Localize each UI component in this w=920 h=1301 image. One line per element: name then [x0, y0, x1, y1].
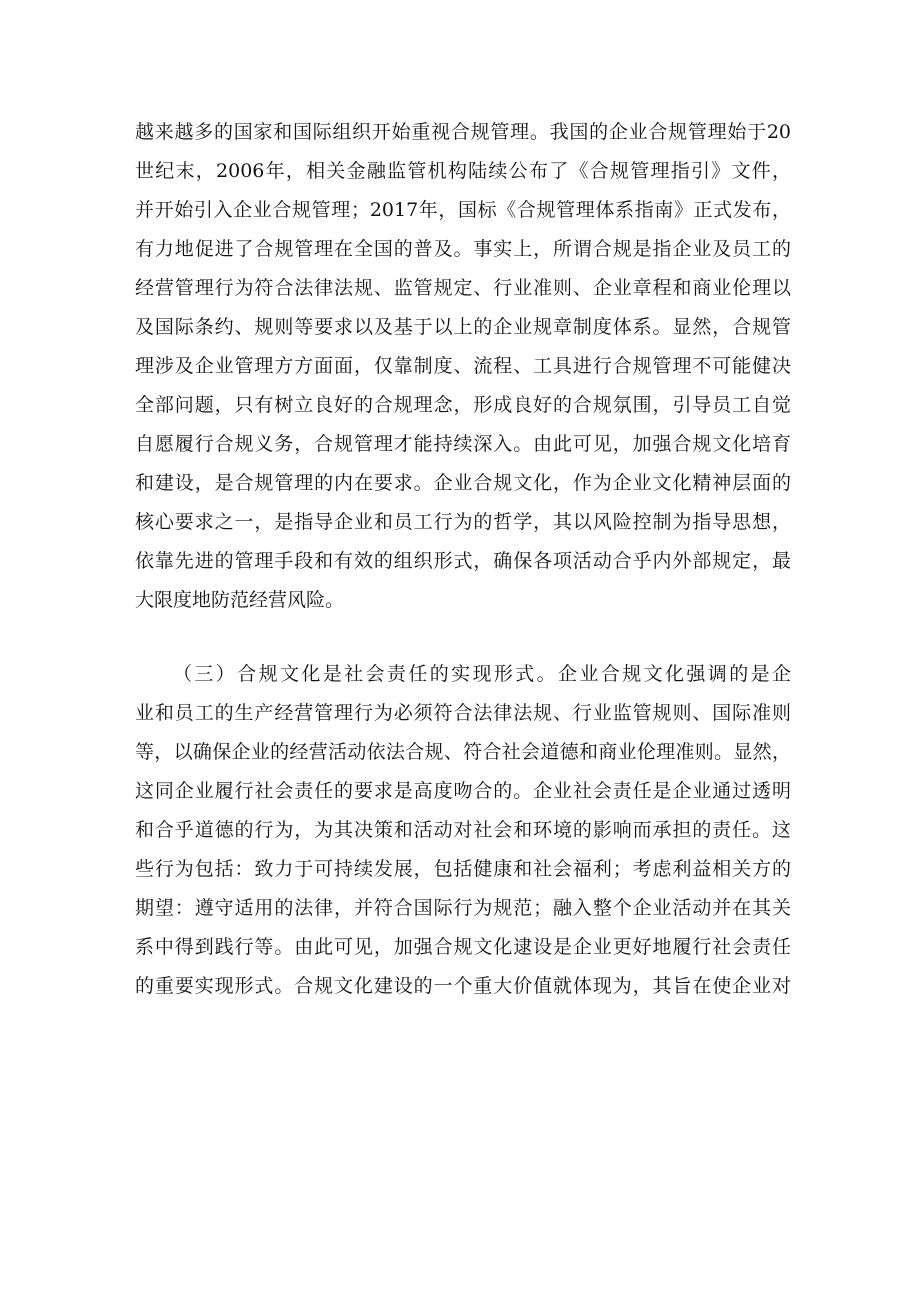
paragraph-2	[135, 655, 791, 1006]
document-page	[135, 113, 791, 1006]
section-heading-line: （三）合规文化是社会责任的实现形式。企业合规文化强调的是企	[173, 663, 791, 685]
text-line: 和建设，是合规管理的内在要求。企业合规文化，作为企业文化精神层面的	[135, 472, 791, 494]
text-line: 和合乎道德的行为，为其决策和活动对社会和环境的影响而承担的责任。这	[135, 819, 791, 841]
text-line: 业和员工的生产经营管理行为必须符合法律法规、行业监管规则、国际准则	[135, 702, 791, 724]
text-line: 核心要求之一，是指导企业和员工行为的哲学，其以风险控制为指导思想，	[135, 511, 791, 533]
text-line: 期望：遵守适用的法律，并符合国际行为规范；融入整个企业活动并在其关	[135, 897, 791, 919]
text-line: 全部问题，只有树立良好的合规理念，形成良好的合规氛围，引导员工自觉	[135, 394, 791, 416]
text-line: 及国际条约、规则等要求以及基于以上的企业规章制度体系。显然，合规管	[135, 316, 791, 338]
paragraph-1	[135, 113, 791, 620]
paragraph-spacer	[135, 620, 791, 655]
text-line: 理涉及企业管理方方面面，仅靠制度、流程、工具进行合规管理不可能健决	[135, 355, 791, 377]
text-line: 大限度地防范经营风险。	[135, 589, 345, 611]
text-line: 经营管理行为符合法律法规、监管规定、行业准则、企业章程和商业伦理以	[135, 277, 791, 299]
text-line: 这同企业履行社会责任的要求是高度吻合的。企业社会责任是企业通过透明	[135, 780, 791, 802]
text-line: 的重要实现形式。合规文化建设的一个重大价值就体现为，其旨在使企业对	[135, 975, 791, 997]
text-line: 依靠先进的管理手段和有效的组织形式，确保各项活动合乎内外部规定，最	[135, 550, 791, 572]
text-line: 等，以确保企业的经营活动依法合规、符合社会道德和商业伦理准则。显然，	[135, 741, 791, 763]
text-line: 系中得到践行等。由此可见，加强合规文化逮设是企业更好地履行社会责任	[135, 936, 791, 958]
text-line: 些行为包括：致力于可持续发展，包括健康和社会福利；考虑利益相关方的	[135, 858, 791, 880]
text-line: 有力地促进了合规管理在全国的普及。事实上，所谓合规是指企业及员工的	[135, 238, 791, 260]
text-line: 自愿履行合规义务，合规管理才能持续深入。由此可见，加强合规文化培育	[135, 433, 791, 455]
text-line: 越来越多的国家和国际组织开始重视合规管理。我国的企业合规管理始于20	[135, 121, 791, 143]
text-line: 世纪末，2006年，相关金融监管机构陆续公布了《合规管理指引》文件，	[135, 160, 791, 182]
text-line: 并开始引入企业合规管理；2017年，国标《合规管理体系指南》正式发布，	[135, 199, 791, 221]
